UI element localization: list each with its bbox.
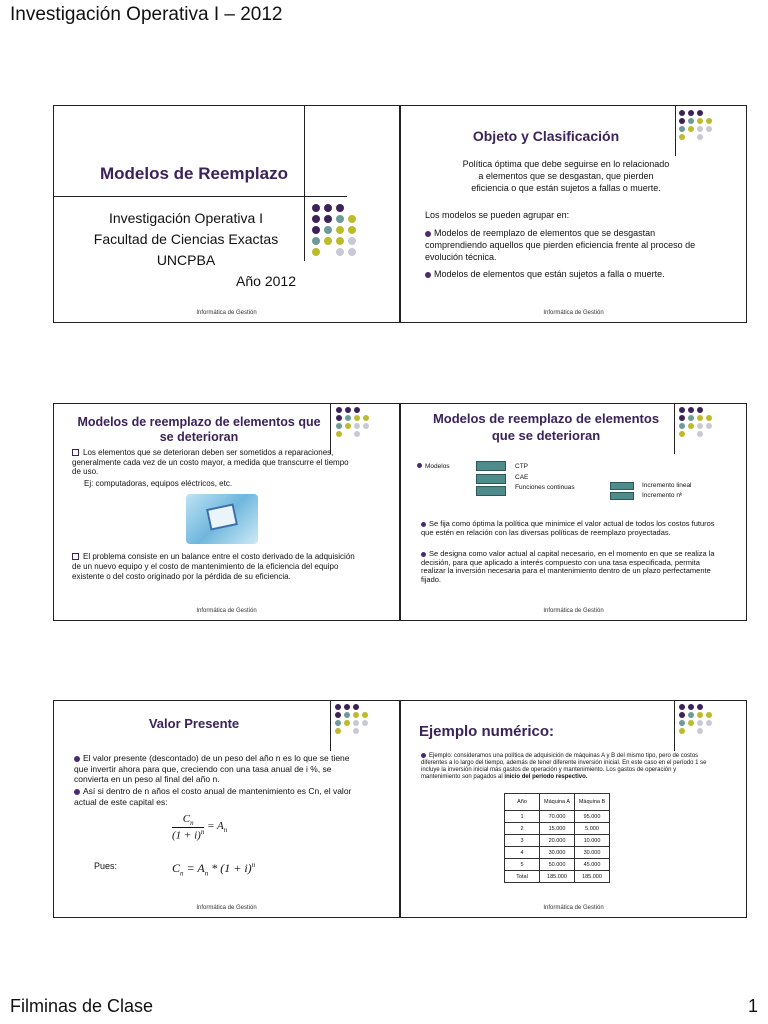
page-footer-title: Filminas de Clase	[10, 996, 154, 1016]
data-table	[504, 793, 610, 883]
page-number: 1	[747, 996, 758, 1016]
slide-4-bullet-2: Se designa como valor actual al capital necesario, en el momento en que se realiza la decisión, para que aplicado a interés compuesto con una tasa especificada, permita realizar la inversión necesaria para el mantenimiento dentro de un plazo perfectamente fijado.	[421, 549, 715, 584]
slide-3-bullet-2: El problema consiste en un balance entre el costo derivado de la adquisición de un nuevo equipo y el costo de mantenimiento de la eficiencia del equipo existente o del costo originado por la pérdida de su eficiencia.	[72, 552, 355, 581]
slide-footer: Informática de Gestión	[543, 310, 604, 316]
table-row: 5 50.000 45.000	[505, 859, 610, 871]
checkbox-bullet-icon	[72, 449, 79, 456]
slide-2-intro: Política óptima que debe seguirse en lo relacionado a elementos que se desgastan, que pierden eficiencia o que están sujetos a fallas o muerte.	[462, 159, 670, 193]
bullet-icon	[74, 789, 80, 795]
slide-6-title: Ejemplo numérico:	[419, 723, 555, 740]
dot-grid	[679, 110, 713, 140]
slide-5	[53, 700, 400, 918]
slide-footer: Informática de Gestión	[196, 905, 257, 911]
page-header: Investigación Operativa I – 2012	[10, 4, 283, 25]
slide-footer: Informática de Gestión	[196, 310, 257, 316]
dot-grid	[335, 704, 369, 734]
bullet-icon	[425, 231, 431, 237]
bullet-icon	[417, 463, 422, 468]
arrow-icon	[610, 492, 634, 500]
computer-icon	[206, 503, 238, 530]
slide-1-title: Modelos de Reemplazo	[100, 164, 288, 183]
slide-6	[400, 700, 747, 918]
slide-footer: Informática de Gestión	[543, 905, 604, 911]
bullet-icon	[421, 753, 426, 758]
arrow-icon	[610, 482, 634, 490]
dot-grid	[336, 407, 370, 437]
slide-4-title: Modelos de reemplazo de elementos que se deterioran	[432, 411, 660, 443]
dot-grid	[679, 704, 713, 734]
slide-2	[400, 105, 747, 323]
slide-5-bullet-1: El valor presente (descontado) de un peso del año n es lo que se tiene que invertir ahora para que, creciendo con una tasa anual de i %, se convierta en un peso al final del año n.	[74, 753, 350, 784]
table-row: Total 185.000 185.000	[505, 871, 610, 883]
slide-5-pues: Pues:	[94, 861, 118, 871]
cost-formula: $C_n = A_n * (1 + i)^n$	[172, 861, 256, 878]
slide-5-title: Valor Presente	[148, 716, 240, 731]
slide-1-subtitle: Investigación Operativa I Facultad de Ciencias Exactas UNCPBA Año 2012	[93, 210, 296, 289]
table-row: 3 20.000 10.000	[505, 835, 610, 847]
bullet-icon	[421, 552, 426, 557]
arrow-icon	[476, 486, 506, 496]
bullet-icon	[425, 272, 431, 278]
table-row: 4 30.000 30.000	[505, 847, 610, 859]
bullet-icon	[74, 756, 80, 762]
slide-4-bullet-1: Se fija como óptima la política que minimice el valor actual de todos los costos futuros que estén en relación con las diversas políticas de reemplazo proyectadas.	[421, 519, 715, 537]
arrow-icon	[476, 474, 506, 484]
checkbox-bullet-icon	[72, 553, 79, 560]
slide-5-bullet-2: Así si dentro de n años el costo anual de mantenimiento es Cn, el valor actual de este capital es:	[74, 786, 352, 807]
bullet-icon	[421, 522, 426, 527]
slide-footer: Informática de Gestión	[196, 608, 257, 614]
slide-6-text: Ejemplo: consideramos una política de adquisición de máquinas A y B del mismo tipo, pero de costos diferentes a lo largo del tiempo, además de tener diferente inversión inicial. En este caso en el período 1 se incluye la inversión inicial más gastos de operación y mantenimiento. Los gastos de operación y mantenimiento son pagados al inicio del período respectivo.	[421, 753, 707, 781]
slide-footer: Informática de Gestión	[543, 608, 604, 614]
table-row: 1 70.000 95.000	[505, 811, 610, 823]
slide-2-bullet-1: Modelos de reemplazo de elementos que se desgastan comprendiendo aquellos que pierden eficiencia frente al proceso de evolución técnica.	[425, 228, 696, 262]
present-value-formula: $\frac{C_n}{(1 + i)^n}$ = $A_n$	[172, 813, 228, 842]
dot-grid	[312, 204, 357, 256]
slide-3-title: Modelos de reemplazo de elementos que se deterioran	[77, 415, 321, 444]
table-row: 2 15.000 5.000	[505, 823, 610, 835]
slide-1	[53, 105, 400, 323]
slide-2-bullet-2: Modelos de elementos que están sujetos a falla o muerte.	[425, 268, 705, 280]
slide-4	[400, 403, 747, 621]
slide-2-groups: Los modelos se pueden agrupar en:	[425, 210, 570, 220]
arrow-icon	[476, 461, 506, 471]
illustration-image	[186, 494, 258, 544]
table-header-row: Año Máquina A Máquina B	[505, 794, 610, 811]
slide-3-bullet-1: Los elementos que se deterioran deben ser sometidos a reparaciones, generalmente cada vez de un costo mayor, a medida que transcurre el tiempo de uso. Ej: computadoras, equipos eléctricos, etc.	[72, 448, 349, 488]
models-diagram: Modelos CTP CAE Funciones continuas Incremento lineal Incremento nᵏ	[401, 404, 747, 514]
slide-3	[53, 403, 400, 621]
slide-2-title: Objeto y Clasificación	[472, 128, 620, 144]
